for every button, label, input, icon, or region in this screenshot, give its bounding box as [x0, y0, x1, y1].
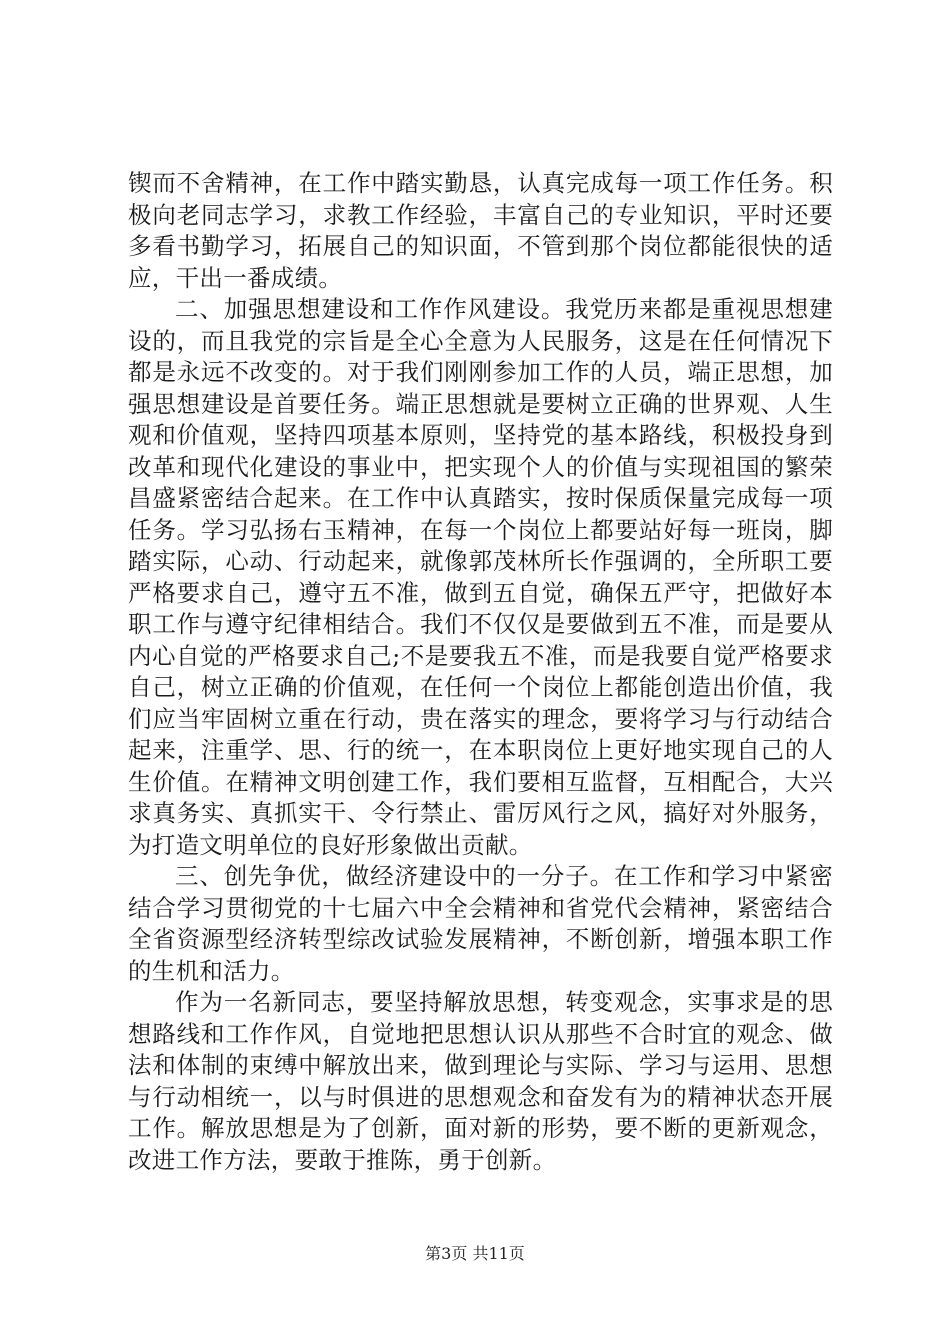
paragraph-section-two: 二、加强思想建设和工作作风建设。我党历来都是重视思想建设的，而且我党的宗旨是全心全意为人民服务，这是在任何情况下都是永远不改变的。对于我们刚刚参加工作的人员，端正思想，加强思想建设是首要任务。端正思想就是要树立正确的世界观、人生观和价值观，坚持四项基本原则，坚持党的基本路线，积极投身到改革和现代化建设的事业中，把实现个人的价值与实现祖国的繁荣昌盛紧密结合起来。在工作中认真踏实，按时保质保量完成每一项任务。学习弘扬右玉精神，在每一个岗位上都要站好每一班岗，脚踏实际，心动、行动起来，就像郭茂林所长作强调的，全所职工要严格要求自己，遵守五不准，做到五自觉，确保五严守，把做好本职工作与遵守纪律相结合。我们不仅仅是要做到五不准，而是要从内心自觉的严格要求自己;不是要我五不准，而是我要自觉严格要求自己，树立正确的价值观，在任何一个岗位上都能创造出价值，我们应当牢固树立重在行动，贵在落实的理念，要将学习与行动结合起来，注重学、思、行的统一，在本职岗位上更好地实现自己的人生价值。在精神文明创建工作，我们要相互监督，互相配合，大兴求真务实、真抓实干、令行禁止、雷厉风行之风，搞好对外服务，为打造文明单位的良好形象做出贡献。 [128, 295, 833, 859]
paragraph-section-three: 三、创先争优，做经济建设中的一分子。在工作和学习中紧密结合学习贯彻党的十七届六中全会精神和省党代会精神，紧密结合全省资源型经济转型综改试验发展精神，不断创新，增强本职工作的生机和活力。 [128, 862, 833, 985]
paragraph-continuation: 锲而不舍精神，在工作中踏实勤恳，认真完成每一项工作任务。积极向老同志学习，求教工作经验，丰富自己的专业知识，平时还要多看书勤学习，拓展自己的知识面，不管到那个岗位都能很快的适应，干出一番成绩。 [128, 169, 833, 292]
document-body [128, 168, 833, 1176]
paragraph-new-comrade: 作为一名新同志，要坚持解放思想，转变观念，实事求是的思想路线和工作作风，自觉地把思想认识从那些不合时宜的观念、做法和体制的束缚中解放出来，做到理论与实际、学习与运用、思想与行动相统一，以与时俱进的思想观念和奋发有为的精神状态开展工作。解放思想是为了创新，面对新的形势，要不断的更新观念，改进工作方法，要敢于推陈，勇于创新。 [128, 988, 833, 1174]
page-number-footer: 第3页 共11页 [425, 1244, 525, 1263]
